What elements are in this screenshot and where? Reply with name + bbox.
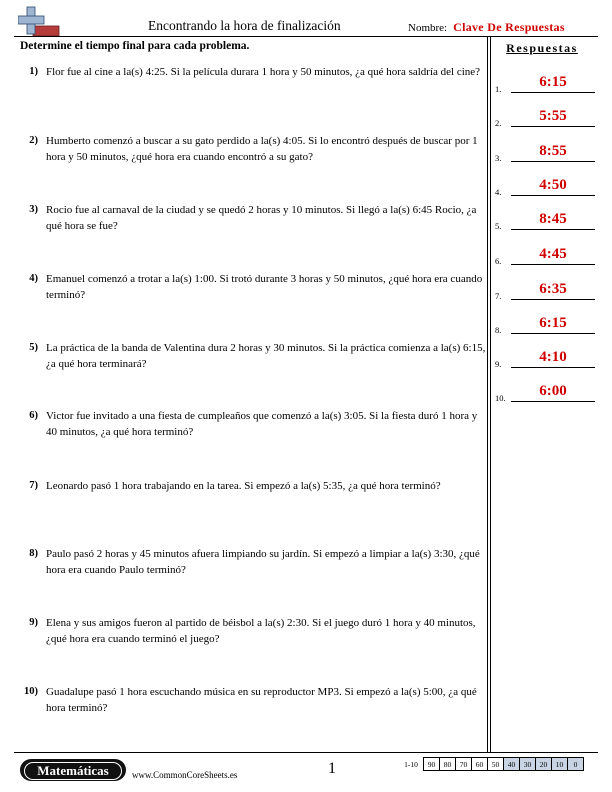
problem-number: 2) xyxy=(29,135,38,146)
problem-text: Humberto comenzó a buscar a su gato perdido a la(s) 4:05. Si lo encontró después de buscar por 1 hora y 50 minutos, ¿qué hora era cuando encontró a su gato? xyxy=(46,135,478,163)
worksheet-title: Encontrando la hora de finalización xyxy=(148,18,341,33)
problem-text: Victor fue invitado a una fiesta de cumpleaños que comenzó a la(s) 3:05. Si la fiesta duró 1 hora y 40 minutos, ¿a qué hora terminó? xyxy=(46,410,478,438)
answer-value: 4:45 xyxy=(539,246,567,262)
problem-number: 6) xyxy=(29,410,38,421)
answer-number: 5. xyxy=(495,221,502,231)
score-cell: 60 xyxy=(471,757,488,771)
answer-slot xyxy=(495,246,599,266)
answer-value: 6:15 xyxy=(539,315,567,331)
answer-slot xyxy=(495,108,599,128)
problem-number: 1) xyxy=(29,66,38,77)
problem-text: La práctica de la banda de Valentina dura 2 horas y 30 minutos. Si la práctica comienza a la(s) 6:15, ¿a qué hora terminará? xyxy=(46,342,486,370)
problem-text: Guadalupe pasó 1 hora escuchando música en su reproductor MP3. Si empezó a la(s) 5:00, ¿a qué hora terminó? xyxy=(46,686,477,714)
score-cell: 30 xyxy=(519,757,536,771)
answer-number: 7. xyxy=(495,291,502,301)
page-number: 1 xyxy=(328,760,336,777)
answer-value: 8:45 xyxy=(539,211,567,227)
problem-text: Leonardo pasó 1 hora trabajando en la tarea. Si empezó a la(s) 5:35, ¿a qué hora terminó? xyxy=(46,480,441,492)
answer-value: 5:55 xyxy=(539,108,567,124)
answer-number: 2. xyxy=(495,118,502,128)
answer-slot xyxy=(495,315,599,335)
answer-slot xyxy=(495,281,599,301)
answer-value: 6:15 xyxy=(539,74,567,90)
website-url: www.CommonCoreSheets.es xyxy=(132,770,238,780)
answer-number: 10. xyxy=(495,393,506,403)
answer-line xyxy=(511,333,595,334)
score-cell: 40 xyxy=(503,757,520,771)
problem-text: Emanuel comenzó a trotar a la(s) 1:00. Si trotó durante 3 horas y 50 minutos, ¿qué hora era cuando terminó? xyxy=(46,273,483,301)
answer-value: 4:50 xyxy=(539,177,567,193)
answer-slot xyxy=(495,143,599,163)
answer-line xyxy=(511,195,595,196)
answer-slot xyxy=(495,349,599,369)
answer-number: 4. xyxy=(495,187,502,197)
answers-heading: Respuestas xyxy=(506,41,578,55)
subject-badge xyxy=(20,759,126,781)
score-range-label: 1-10 xyxy=(404,759,418,769)
name-value: Clave De Respuestas xyxy=(453,20,565,34)
answer-line xyxy=(511,299,595,300)
answer-line xyxy=(511,401,595,402)
problem-number: 8) xyxy=(29,548,38,559)
problem-text: Flor fue al cine a la(s) 4:25. Si la película durara 1 hora y 50 minutos, ¿a qué hora saldría del cine? xyxy=(46,66,481,78)
answer-number: 3. xyxy=(495,153,502,163)
score-cell: 10 xyxy=(551,757,568,771)
answer-slot xyxy=(495,74,599,94)
score-cell: 90 xyxy=(423,757,440,771)
problem-text: Elena y sus amigos fueron al partido de béisbol a la(s) 2:30. Si el juego duró 1 hora y 40 minutos, ¿qué hora era cuando terminó el juego? xyxy=(46,617,476,645)
answer-value: 8:55 xyxy=(539,143,567,159)
answer-line xyxy=(511,229,595,230)
problem-text: Rocio fue al carnaval de la ciudad y se quedó 2 horas y 10 minutos. Si llegó a la(s) 6:45 Rocio, ¿a qué hora se fue? xyxy=(46,204,477,232)
name-label: Nombre: xyxy=(408,22,448,34)
subject-label: Matemáticas xyxy=(24,762,122,780)
problem-number: 9) xyxy=(29,617,38,628)
footer-rule xyxy=(14,752,598,753)
answer-line xyxy=(511,161,595,162)
score-cell: 50 xyxy=(487,757,504,771)
answer-column-divider-inner xyxy=(490,36,491,752)
problem-number: 3) xyxy=(29,204,38,215)
answer-line xyxy=(511,92,595,93)
answer-line xyxy=(511,264,595,265)
problem-text: Paulo pasó 2 horas y 45 minutos afuera limpiando su jardín. Si empezó a limpiar a la(s) 3:30, ¿qué hora era cuando Paulo terminó? xyxy=(46,548,480,576)
score-table xyxy=(398,757,584,771)
score-cell: 0 xyxy=(567,757,584,771)
plus-minus-logo-icon xyxy=(18,6,60,38)
problem-number: 4) xyxy=(29,273,38,284)
answer-number: 1. xyxy=(495,84,502,94)
score-cell: 70 xyxy=(455,757,472,771)
answer-slot xyxy=(495,211,599,231)
answer-slot xyxy=(495,383,599,403)
answer-number: 6. xyxy=(495,256,502,266)
header-rule xyxy=(14,36,598,37)
answer-number: 9. xyxy=(495,359,502,369)
problem-number: 5) xyxy=(29,342,38,353)
answer-value: 4:10 xyxy=(539,349,567,365)
score-cell: 80 xyxy=(439,757,456,771)
answer-number: 8. xyxy=(495,325,502,335)
answer-slot xyxy=(495,177,599,197)
answer-line xyxy=(511,126,595,127)
score-cell: 20 xyxy=(535,757,552,771)
problem-number: 7) xyxy=(29,480,38,491)
problem-number: 10) xyxy=(24,686,38,697)
name-field xyxy=(408,20,565,35)
answer-value: 6:35 xyxy=(539,281,567,297)
instructions: Determine el tiempo final para cada problema. xyxy=(20,40,250,52)
answer-line xyxy=(511,367,595,368)
answer-value: 6:00 xyxy=(539,383,567,399)
